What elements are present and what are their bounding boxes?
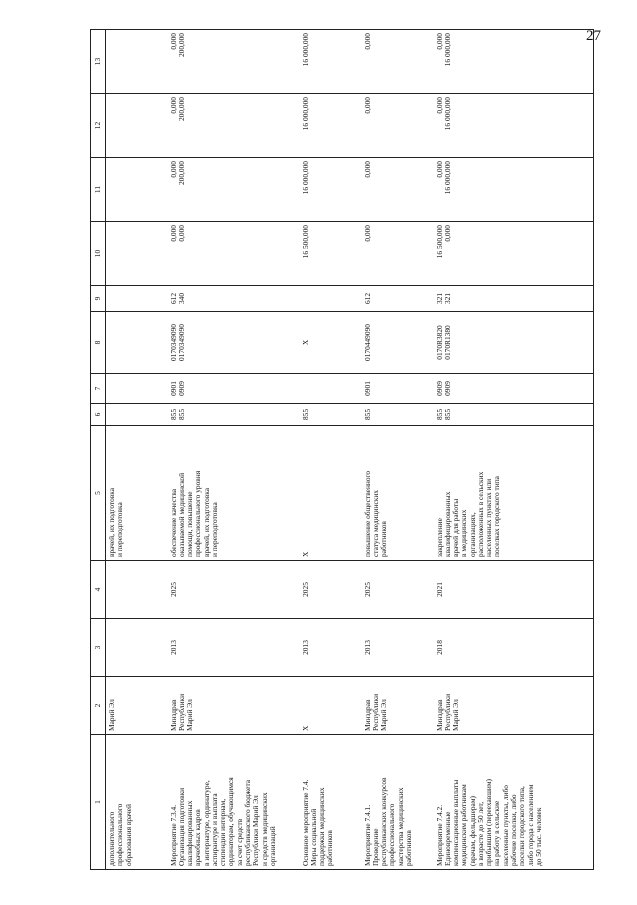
page-number: 27 <box>586 28 601 44</box>
cell-col-6 <box>106 404 168 426</box>
cell-col-12 <box>300 94 362 158</box>
cell-col-6 <box>168 404 300 426</box>
cell-line: 0901 <box>362 381 372 396</box>
cell-line: оказываемой медицинской <box>176 472 186 557</box>
cell-line: 0,000 <box>362 225 372 242</box>
cell-col-11 <box>168 158 300 222</box>
cell-line: Проведение <box>370 828 380 866</box>
table-row <box>106 30 168 870</box>
cell-col-2 <box>434 677 594 735</box>
cell-line: компенсационные выплаты <box>451 779 461 866</box>
col-header-3: 3 <box>91 619 106 677</box>
cell-col-11 <box>106 158 168 222</box>
cell-line: за счет средств <box>234 818 244 866</box>
cell-line: 0,000 <box>362 161 372 178</box>
cell-line: профессионального уровня <box>193 470 203 557</box>
cell-line: Марий Эл <box>107 699 116 731</box>
cell-line: 2021 <box>434 582 444 597</box>
cell-line: обеспечение качества <box>168 488 178 557</box>
cell-line: повышение общественного <box>362 470 372 557</box>
cell-line: Минздрав <box>362 699 372 731</box>
cell-line: 200,000 <box>176 161 186 186</box>
col-header-9: 9 <box>91 286 106 312</box>
cell-line: закрепление <box>434 518 444 557</box>
cell-line: 0909 <box>442 381 452 396</box>
table-row <box>168 30 300 870</box>
cell-line: квалифицированных <box>185 800 195 866</box>
cell-col-10 <box>362 222 434 286</box>
cell-line: 0,000 <box>168 33 178 50</box>
cell-line: 321 <box>434 292 444 305</box>
cell-line: 340 <box>176 292 186 305</box>
cell-col-2 <box>168 677 300 735</box>
cell-line: Минздрав <box>168 699 178 731</box>
cell-line: 2018 <box>434 640 444 655</box>
cell-line: работников <box>403 830 413 866</box>
cell-col-9 <box>362 286 434 312</box>
cell-col-3 <box>300 619 362 677</box>
cell-col-8 <box>300 312 362 374</box>
cell-line: 855 <box>300 408 310 421</box>
cell-col-4 <box>362 561 434 619</box>
col-header-13: 13 <box>91 30 106 94</box>
cell-line: 612 <box>362 292 372 305</box>
program-activities-table <box>90 29 594 870</box>
cell-col-1 <box>300 735 362 870</box>
cell-line: до 50 тыс. человек <box>533 807 543 866</box>
cell-line: поддержки медицинских <box>317 787 327 866</box>
cell-line: ординаторам, обучающимся <box>226 777 236 866</box>
cell-col-13 <box>168 30 300 94</box>
cell-line: Мероприятие 7.3.4. <box>168 804 178 866</box>
cell-line: врачей, их подготовка <box>201 487 211 557</box>
cell-line: организациях, <box>467 512 477 557</box>
cell-col-12 <box>362 94 434 158</box>
table-row <box>300 30 362 870</box>
cell-line: 0,000 <box>362 33 372 50</box>
cell-line: поселках городского типа <box>492 476 502 557</box>
cell-line: 321 <box>442 292 452 305</box>
cell-line: помощи, повышение <box>185 491 195 557</box>
col-header-7: 7 <box>91 374 106 404</box>
cell-line: организаций <box>267 826 277 866</box>
cell-line: Республики <box>370 693 380 731</box>
cell-col-7 <box>434 374 594 404</box>
cell-line: X <box>300 725 310 731</box>
cell-col-13 <box>434 30 594 94</box>
cell-line: 0909 <box>176 381 186 396</box>
cell-col-8 <box>106 312 168 374</box>
cell-line: 0909 <box>434 381 444 396</box>
cell-line: X <box>300 551 310 557</box>
cell-line: 16 000,000 <box>442 33 452 67</box>
cell-line: 2025 <box>362 582 372 597</box>
cell-line: 16 000,000 <box>300 161 310 195</box>
col-header-12: 12 <box>91 94 106 158</box>
cell-col-4 <box>106 561 168 619</box>
cell-line: 16 000,000 <box>442 161 452 195</box>
cell-col-6 <box>362 404 434 426</box>
cell-line: 2013 <box>168 640 178 655</box>
cell-line: 16 000,000 <box>300 33 310 67</box>
cell-col-10 <box>168 222 300 286</box>
cell-col-7 <box>362 374 434 404</box>
col-header-4: 4 <box>91 561 106 619</box>
cell-col-3 <box>362 619 434 677</box>
cell-col-8 <box>362 312 434 374</box>
cell-line: 0170349090 <box>176 324 186 361</box>
cell-line: врачебных кадров <box>193 809 203 866</box>
cell-col-11 <box>300 158 362 222</box>
cell-col-10 <box>106 222 168 286</box>
cell-line: рабочие поселки, либо <box>509 794 519 866</box>
cell-line: врачей для работы <box>451 498 461 557</box>
cell-col-12 <box>434 94 594 158</box>
table-row <box>362 30 434 870</box>
col-header-10: 10 <box>91 222 106 286</box>
cell-line: аспирантуре и выплата <box>209 793 219 866</box>
cell-line: 0,000 <box>168 161 178 178</box>
cell-line: квалифицированных <box>442 491 452 557</box>
cell-line: Мероприятие 7.4.1. <box>362 804 372 866</box>
cell-line: и переподготовка <box>115 502 125 557</box>
cell-line: 0170349090 <box>168 324 178 361</box>
cell-line: работников <box>379 521 389 557</box>
cell-line: статуса медицинских <box>370 490 380 557</box>
table-row <box>434 30 594 870</box>
cell-line: 2025 <box>168 582 178 597</box>
cell-line: 0170R3820 <box>434 325 444 360</box>
cell-line: врачей, их подготовка <box>107 487 116 557</box>
cell-col-12 <box>168 94 300 158</box>
cell-line: прибывшим (переехавшим) <box>484 779 494 866</box>
cell-line: населенные пункты, либо <box>500 785 510 866</box>
cell-col-11 <box>434 158 594 222</box>
table-body <box>106 30 594 870</box>
cell-line: 855 <box>168 408 178 421</box>
col-header-11: 11 <box>91 158 106 222</box>
cell-line: образования врачей <box>123 804 133 866</box>
cell-line: либо города с населением <box>525 784 535 866</box>
cell-col-5 <box>362 426 434 561</box>
cell-line: X <box>300 339 310 346</box>
cell-line: в медицинских <box>459 509 469 557</box>
cell-col-13 <box>300 30 362 94</box>
cell-line: 0901 <box>168 381 178 396</box>
cell-line: Меры социальной <box>308 808 318 866</box>
cell-line: Республики <box>442 693 452 731</box>
rotated-table-container <box>90 30 630 870</box>
cell-col-8 <box>434 312 594 374</box>
cell-col-10 <box>434 222 594 286</box>
cell-line: Республики <box>176 693 186 731</box>
cell-line: 2025 <box>300 582 310 597</box>
cell-line: Марий Эл <box>185 699 195 731</box>
col-header-8: 8 <box>91 312 106 374</box>
cell-col-13 <box>362 30 434 94</box>
cell-line: Марий Эл <box>451 699 461 731</box>
cell-col-4 <box>168 561 300 619</box>
col-header-6: 6 <box>91 404 106 426</box>
cell-col-7 <box>168 374 300 404</box>
cell-col-9 <box>300 286 362 312</box>
cell-line: профессионального <box>115 803 125 866</box>
cell-line: работников <box>325 830 335 866</box>
cell-line: медицинским работникам <box>459 784 469 866</box>
cell-col-1 <box>106 735 168 870</box>
cell-line: 16 500,000 <box>300 225 310 259</box>
cell-line: республиканского бюджета <box>243 779 253 866</box>
cell-line: 855 <box>176 408 186 421</box>
cell-col-6 <box>300 404 362 426</box>
cell-col-4 <box>434 561 594 619</box>
col-header-5: 5 <box>91 426 106 561</box>
cell-line: Мероприятие 7.4.2. <box>434 804 444 866</box>
cell-col-10 <box>300 222 362 286</box>
cell-line: 2013 <box>300 640 310 655</box>
cell-line: 16 000,000 <box>442 97 452 131</box>
cell-line: 0,000 <box>434 97 444 114</box>
cell-line: Минздрав <box>434 699 444 731</box>
cell-line: 0,000 <box>168 97 178 114</box>
cell-col-5 <box>168 426 300 561</box>
col-header-1: 1 <box>91 735 106 870</box>
cell-col-5 <box>106 426 168 561</box>
cell-line: на работу в сельские <box>492 800 502 866</box>
cell-line: республиканских конкурсов <box>379 777 389 866</box>
cell-line: Республики Марий Эл <box>251 795 261 866</box>
cell-line: в возрасте до 50 лет, <box>475 801 485 866</box>
cell-line: Единовременные <box>442 811 452 866</box>
cell-line: 0,000 <box>362 97 372 114</box>
cell-col-4 <box>300 561 362 619</box>
cell-line: 16 000,000 <box>300 97 310 131</box>
cell-col-2 <box>300 677 362 735</box>
cell-col-1 <box>362 735 434 870</box>
cell-col-1 <box>434 735 594 870</box>
cell-col-7 <box>106 374 168 404</box>
cell-line: стипендии интернам, <box>218 798 228 866</box>
cell-col-1 <box>168 735 300 870</box>
cell-line: Основное мероприятие 7.4. <box>300 779 310 866</box>
cell-line: 0,000 <box>442 225 452 242</box>
cell-col-7 <box>300 374 362 404</box>
cell-line: 200,000 <box>176 33 186 58</box>
cell-col-3 <box>168 619 300 677</box>
cell-col-5 <box>300 426 362 561</box>
cell-col-8 <box>168 312 300 374</box>
cell-line: дополнительного <box>107 811 116 866</box>
cell-line: 0170R1380 <box>442 325 452 360</box>
cell-col-9 <box>106 286 168 312</box>
cell-line: Марий Эл <box>379 699 389 731</box>
cell-line: 855 <box>362 408 372 421</box>
cell-col-3 <box>106 619 168 677</box>
cell-col-6 <box>434 404 594 426</box>
cell-line: 0170449090 <box>362 324 372 361</box>
cell-line: 200,000 <box>176 97 186 122</box>
cell-line: 0,000 <box>434 161 444 178</box>
cell-line: 0,000 <box>434 33 444 50</box>
cell-col-3 <box>434 619 594 677</box>
cell-col-9 <box>168 286 300 312</box>
col-header-2: 2 <box>91 677 106 735</box>
cell-col-13 <box>106 30 168 94</box>
cell-line: 855 <box>434 408 444 421</box>
cell-line: поселки городского типа, <box>517 786 527 866</box>
cell-line: 612 <box>168 292 178 305</box>
cell-col-9 <box>434 286 594 312</box>
cell-line: в интернатуре, ординатуре, <box>201 780 211 866</box>
cell-line: и средств медицинских <box>259 792 269 866</box>
column-number-header <box>91 30 106 870</box>
cell-line: (врачам, фельдшерам) <box>467 796 477 866</box>
cell-line: 2013 <box>362 640 372 655</box>
cell-line: 0,000 <box>168 225 178 242</box>
cell-line: 0,000 <box>176 225 186 242</box>
cell-line: населенных пунктах или <box>484 478 494 557</box>
cell-line: расположенных в сельских <box>475 471 485 557</box>
cell-line: и переподготовка <box>209 502 219 557</box>
cell-line: 855 <box>442 408 452 421</box>
cell-line: Организация подготовки <box>176 787 186 866</box>
cell-col-2 <box>362 677 434 735</box>
cell-col-5 <box>434 426 594 561</box>
cell-line: профессионального <box>387 803 397 866</box>
cell-col-12 <box>106 94 168 158</box>
cell-col-11 <box>362 158 434 222</box>
cell-col-2 <box>106 677 168 735</box>
cell-line: мастерства медицинских <box>395 787 405 866</box>
cell-line: 16 500,000 <box>434 225 444 259</box>
